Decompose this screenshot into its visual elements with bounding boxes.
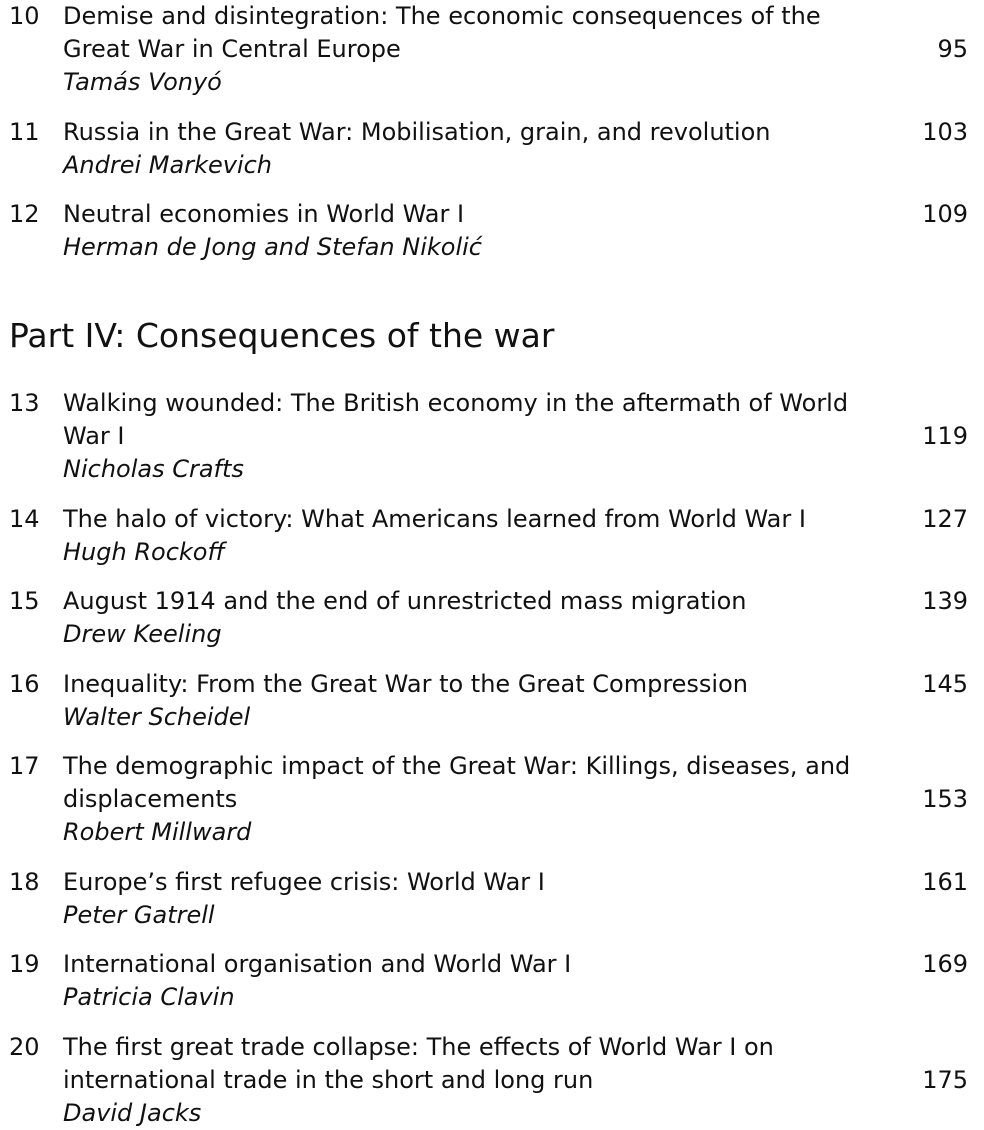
chapter-title: Inequality: From the Great War to the Great Compression <box>63 670 748 698</box>
chapter-number: 13 <box>9 389 40 417</box>
toc-entry <box>0 1031 984 1129</box>
page-number: 175 <box>922 1066 968 1094</box>
chapter-author: Andrei Markevich <box>63 151 273 179</box>
page-number: 169 <box>922 950 968 978</box>
chapter-author: Hugh Rockoff <box>63 538 225 566</box>
chapter-title: The demographic impact of the Great War: Killings, diseases, and displacements <box>63 752 851 813</box>
toc-entry <box>0 866 984 936</box>
chapter-author: Walter Scheidel <box>63 703 251 731</box>
chapter-title: Demise and disintegration: The economic consequences of the Great War in Central Europe <box>63 2 821 63</box>
chapter-number: 10 <box>9 2 40 30</box>
chapter-author: Patricia Clavin <box>63 983 235 1011</box>
chapter-number: 20 <box>9 1033 40 1061</box>
page-number: 161 <box>922 868 968 896</box>
chapter-author: David Jacks <box>63 1099 202 1127</box>
chapter-number: 18 <box>9 868 40 896</box>
chapter-author: Robert Millward <box>63 818 252 846</box>
chapter-author: Nicholas Crafts <box>63 455 244 483</box>
chapter-author: Tamás Vonyó <box>63 68 222 96</box>
chapter-number: 14 <box>9 505 40 533</box>
chapter-author: Herman de Jong and Stefan Nikolić <box>63 233 482 261</box>
page-number: 127 <box>922 505 968 533</box>
chapter-number: 19 <box>9 950 40 978</box>
page-number: 145 <box>922 670 968 698</box>
toc-entry <box>0 750 984 850</box>
toc-entry <box>0 948 984 1018</box>
toc-entry <box>0 387 984 487</box>
page-number: 139 <box>922 587 968 615</box>
page-number: 119 <box>922 422 968 450</box>
page-number: 95 <box>937 35 968 63</box>
toc-entry <box>0 116 984 186</box>
chapter-author: Drew Keeling <box>63 620 222 648</box>
chapter-author: Peter Gatrell <box>63 901 215 929</box>
chapter-title: The halo of victory: What Americans learned from World War I <box>63 505 806 533</box>
toc-entry <box>0 503 984 573</box>
chapter-title: Europe’s first refugee crisis: World War I <box>63 868 545 896</box>
chapter-title: August 1914 and the end of unrestricted mass migration <box>63 587 747 615</box>
toc-entry <box>0 198 984 268</box>
chapter-number: 11 <box>9 118 40 146</box>
chapter-title: The first great trade collapse: The effects of World War I on international trade in the short and long run <box>63 1033 774 1094</box>
chapter-title: Walking wounded: The British economy in the aftermath of World War I <box>63 389 849 450</box>
chapter-title: Russia in the Great War: Mobilisation, grain, and revolution <box>63 118 771 146</box>
chapter-title: International organisation and World War I <box>63 950 572 978</box>
chapter-number: 15 <box>9 587 40 615</box>
toc-entry <box>0 668 984 738</box>
toc-entry <box>0 585 984 655</box>
chapter-number: 17 <box>9 752 40 780</box>
part-heading: Part IV: Consequences of the war <box>9 316 555 355</box>
page-number: 153 <box>922 785 968 813</box>
page-number: 109 <box>922 200 968 228</box>
page-number: 103 <box>922 118 968 146</box>
chapter-title: Neutral economies in World War I <box>63 200 465 228</box>
toc-entry <box>0 0 984 100</box>
chapter-number: 16 <box>9 670 40 698</box>
chapter-number: 12 <box>9 200 40 228</box>
